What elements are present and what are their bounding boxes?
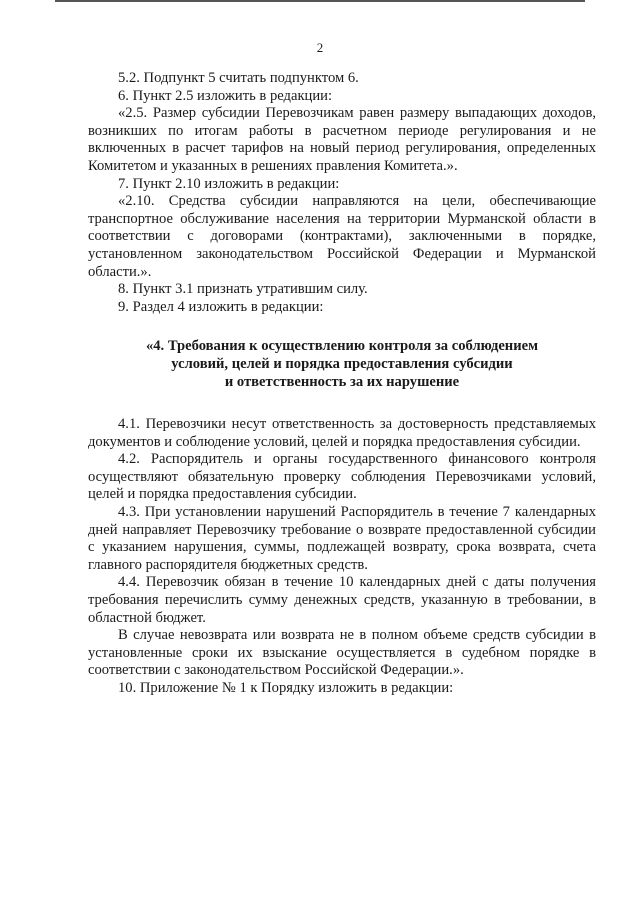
paragraph: В случае невозврата или возврата не в полном объеме средств субсидии в установленные сроки их взыскание осуществляется в судебном порядке в соответствии с законодательством Российской Федерации.».: [88, 627, 596, 679]
paragraph: 7. Пункт 2.10 изложить в редакции:: [118, 175, 340, 192]
paragraph: 5.2. Подпункт 5 считать подпунктом 6.: [118, 70, 359, 86]
paragraph: 4.3. При установлении нарушений Распорядитель в течение 7 календарных дней направляет Перевозчику требование о возврате предоставленной субсидии с указанием нарушения, суммы, подлежащей возврату, срока возврата, счета главного распорядителя бюджетных средств.: [88, 504, 596, 573]
paragraph: 8. Пункт 3.1 признать утратившим силу.: [118, 281, 368, 298]
section-title-line: «4. Требования к осуществлению контроля за соблюдением: [145, 338, 539, 355]
paragraph: 10. Приложение № 1 к Порядку изложить в редакции:: [118, 680, 454, 696]
paragraph: 9. Раздел 4 изложить в редакции:: [118, 298, 324, 315]
page-number: 2: [316, 40, 324, 55]
paragraph: «2.10. Средства субсидии направляются на цели, обеспечивающие транспортное обслуживание населения на территории Мурманской области в соответствии с договорами (контрактами), заключенными в порядке, установленном законодательством Российской Федерации и Мурманской области.».: [88, 193, 596, 280]
paragraph: 4.4. Перевозчик обязан в течение 10 календарных дней с даты получения требования перечислить сумму денежных средств, указанную в требовании, в областной бюджет.: [88, 574, 596, 626]
paragraph: 6. Пункт 2.5 изложить в редакции:: [118, 87, 333, 104]
top-edge-rule: [55, 0, 585, 2]
document-body: [88, 70, 596, 698]
paragraph: 4.2. Распорядитель и органы государственного финансового контроля осуществляют обязательную проверку соблюдения Перевозчиками условий, целей и порядка предоставления субсидии.: [88, 451, 596, 503]
paragraph: 4.1. Перевозчики несут ответственность за достоверность представляемых документов и соблюдение условий, целей и порядка предоставления субсидии.: [88, 416, 596, 450]
section-title: [88, 338, 596, 391]
section-title-line: условий, целей и порядка предоставления субсидии: [171, 355, 513, 372]
paragraph: «2.5. Размер субсидии Перевозчикам равен размеру выпадающих доходов, возникших по итогам работы в расчетном периоде регулирования и не включенных в расчет тарифов на новый период регулирования, определенных Комитетом и указанных в решениях правления Комитета.».: [88, 105, 596, 174]
section-title-line: и ответственность за их нарушение: [224, 373, 460, 390]
